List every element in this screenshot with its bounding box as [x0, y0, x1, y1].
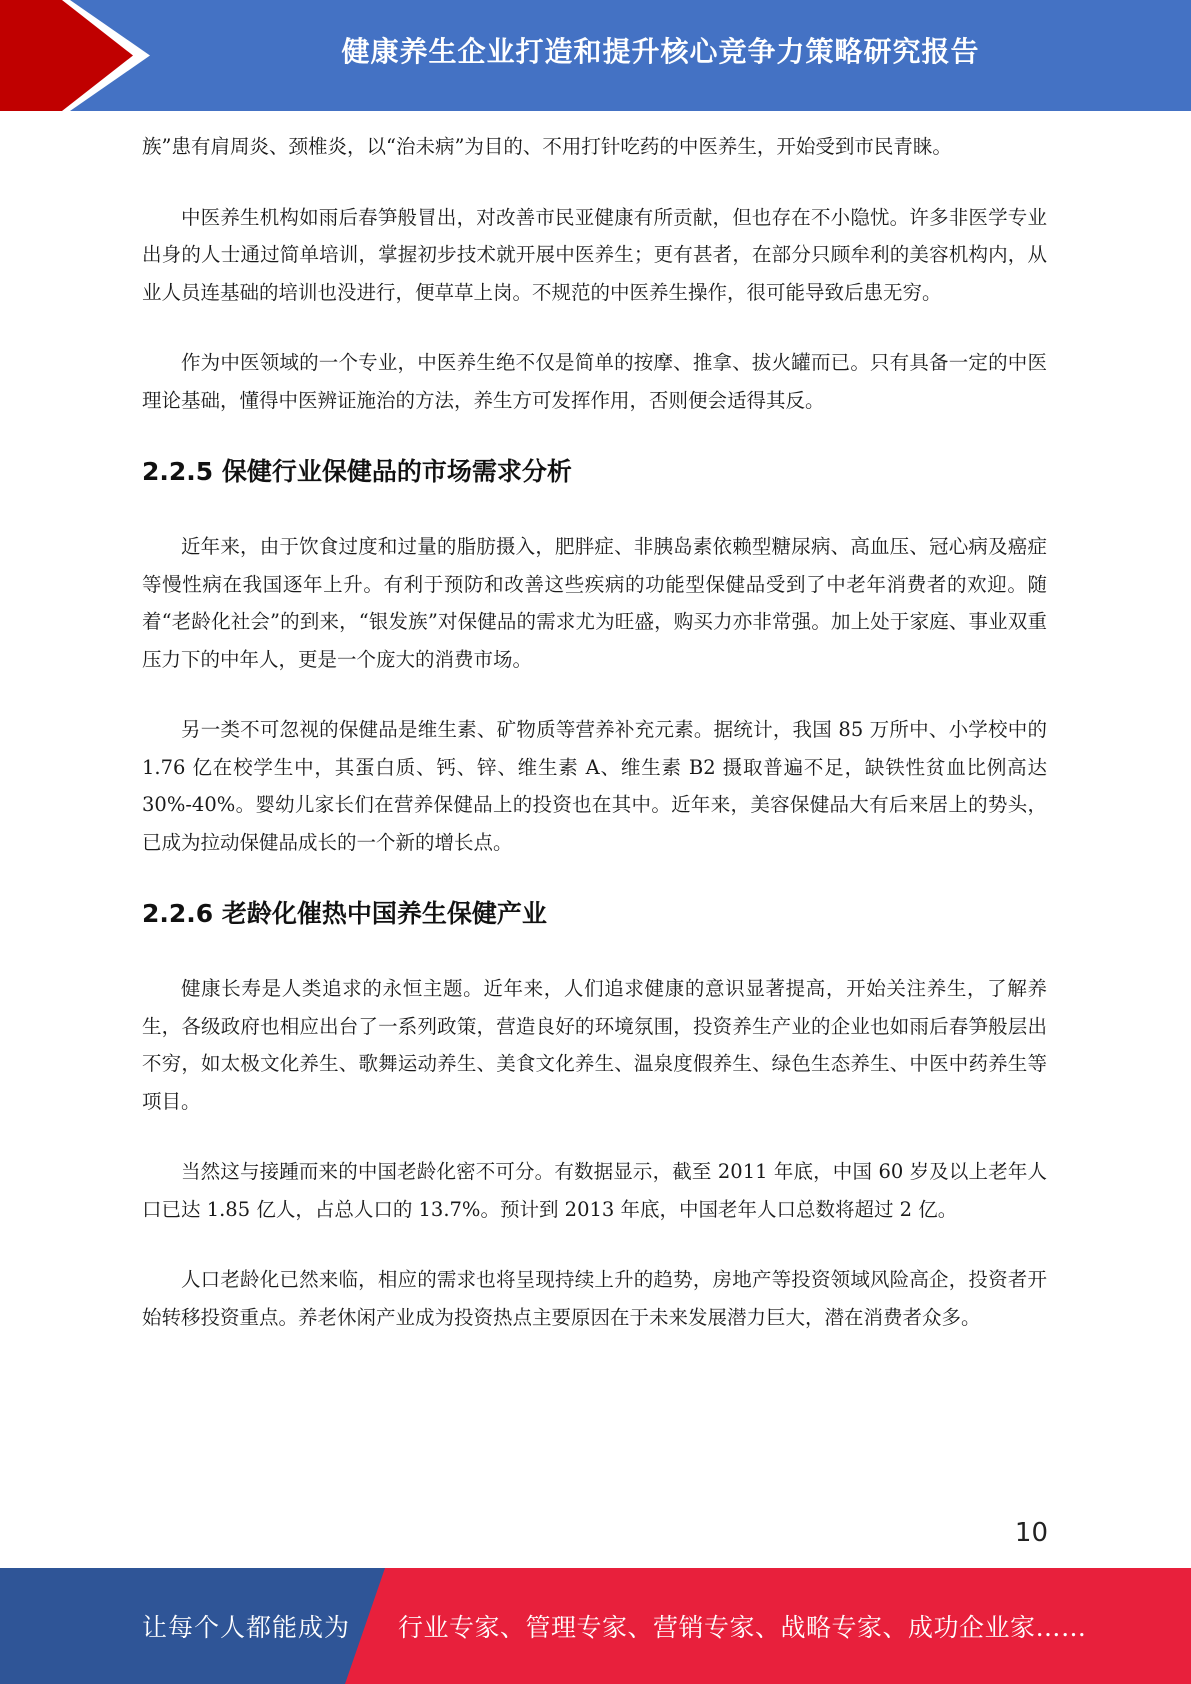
paragraph: 健康长寿是人类追求的永恒主题。近年来，人们追求健康的意识显著提高，开始关注养生，了解养生，各级政府也相应出台了一系列政策，营造良好的环境氛围，投资养生产业的企业也如雨后春笋般层出不穷，如太极文化养生、歌舞运动养生、美食文化养生、温泉度假养生、绿色生态养生、中医中药养生等项目。 — [142, 977, 1047, 1113]
page-footer — [0, 1568, 1191, 1684]
page-number: 10 — [1014, 1518, 1048, 1548]
paragraph: 人口老龄化已然来临，相应的需求也将呈现持续上升的趋势，房地产等投资领域风险高企，投资者开始转移投资重点。养老休闲产业成为投资热点主要原因在于未来发展潜力巨大，潜在消费者众多。 — [142, 1268, 1047, 1329]
footer-slogan-right: 行业专家、管理专家、营销专家、战略专家、成功企业家…… — [398, 1613, 1087, 1642]
paragraph: 当然这与接踵而来的中国老龄化密不可分。有数据显示，截至 2011 年底，中国 60 岁及以上老年人口已达 1.85 亿人，占总人口的 13.7%。预计到 2013 年底，中国老年人口总数将超过 2 亿。 — [142, 1160, 1047, 1221]
paragraph: 近年来，由于饮食过度和过量的脂肪摄入，肥胖症、非胰岛素依赖型糖尿病、高血压、冠心病及癌症等慢性病在我国逐年上升。有利于预防和改善这些疾病的功能型保健品受到了中老年消费者的欢迎。随着“老龄化社会”的到来，“银发族”对保健品的需求尤为旺盛，购买力亦非常强。加上处于家庭、事业双重压力下的中年人，更是一个庞大的消费市场。 — [142, 535, 1047, 671]
paragraph: 作为中医领域的一个专业，中医养生绝不仅是简单的按摩、推拿、拔火罐而已。只有具备一定的中医理论基础，懂得中医辨证施治的方法，养生方可发挥作用，否则便会适得其反。 — [142, 351, 1047, 412]
header-chevron-icon — [0, 0, 150, 111]
section-heading-2-2-5: 2.2.5 保健行业保健品的市场需求分析 — [142, 457, 572, 486]
footer-slogan-left: 让每个人都能成为 — [142, 1613, 351, 1642]
paragraph: 族”患有肩周炎、颈椎炎，以“治未病”为目的、不用打针吃药的中医养生，开始受到市民青睐。 — [142, 135, 952, 158]
document-title: 健康养生企业打造和提升核心竞争力策略研究报告 — [341, 35, 980, 68]
page-header — [0, 0, 1191, 111]
page-body — [142, 128, 1047, 1369]
section-heading-2-2-6: 2.2.6 老龄化催热中国养生保健产业 — [142, 899, 547, 928]
paragraph: 另一类不可忽视的保健品是维生素、矿物质等营养补充元素。据统计，我国 85 万所中、小学校中的 1.76 亿在校学生中，其蛋白质、钙、锌、维生素 A、维生素 B2 摄取普遍不足，缺铁性贫血比例高达 30%-40%。婴幼儿家长们在营养保健品上的投资也在其中。近年来，美容保健品大有后来居上的势头，已成为拉动保健品成长的一个新的增长点。 — [142, 718, 1047, 854]
paragraph: 中医养生机构如雨后春笋般冒出，对改善市民亚健康有所贡献，但也存在不小隐忧。许多非医学专业出身的人士通过简单培训，掌握初步技术就开展中医养生；更有甚者，在部分只顾牟利的美容机构内，从业人员连基础的培训也没进行，便草草上岗。不规范的中医养生操作，很可能导致后患无穷。 — [142, 205, 1047, 304]
